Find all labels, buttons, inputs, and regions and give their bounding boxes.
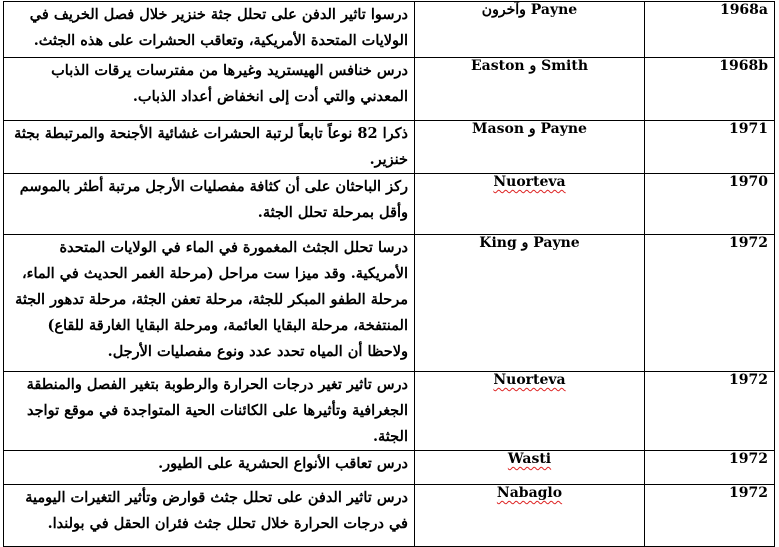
- authors-cell: [415, 451, 645, 485]
- table-row: [4, 174, 775, 235]
- authors-cell: Payne وآخرون: [415, 2, 645, 58]
- description-cell: درس خنافس الهيستريد وغيرها من مفترسات يرقات الذباب المعدني والتي أدت إلى انخفاض أعداد الذباب.: [4, 58, 415, 121]
- table-row: [4, 372, 775, 451]
- year-cell: 1970: [645, 174, 775, 235]
- authors-cell: Smith و Easton: [415, 58, 645, 121]
- year-cell: 1972: [645, 485, 775, 547]
- authors-cell: Payne و Mason: [415, 121, 645, 174]
- description-cell: ركز الباحثان على أن كثافة مفصليات الأرجل مرتبة أطثر بالموسم وأقل بمرحلة تحلل الجثة.: [4, 174, 415, 235]
- table-row: [4, 485, 775, 547]
- description-cell: درسا تحلل الجثث المغمورة في الماء في الولايات المتحدة الأمريكية. وقد ميزا ست مراحل (مرحلة الغمر الحديث في الماء، مرحلة الطفو المبكر للجثة، مرحلة تعفن الجثة، مرحلة تدهور الجثة المنتفخة، مرحلة البقايا العائمة، ومرحلة البقايا الغارقة للقاع) ولاحظا أن المياه تحدد عدد ونوع مفصليات الأرجل.: [4, 235, 415, 372]
- description-cell: درسوا تاثير الدفن على تحلل جثة خنزير خلال فصل الخريف في الولايات المتحدة الأمريكية، وتعاقب الحشرات على هذه الجثث.: [4, 2, 415, 58]
- authors-cell: Payne و King: [415, 235, 645, 372]
- year-cell: 1971: [645, 121, 775, 174]
- author-name: Nuorteva: [493, 174, 566, 190]
- table-row: [4, 58, 775, 121]
- year-cell: 1968a: [645, 2, 775, 58]
- description-cell: ذكرا 82 نوعاً تابعاً لرتبة الحشرات غشائية الأجنحة والمرتبطة بجثة خنزير.: [4, 121, 415, 174]
- description-cell: درس تاثير تغير درجات الحرارة والرطوبة بتغير الفصل والمنطقة الجغرافية وتأثيرها على الكائنات الحية المتواجدة في موقع تواجد الجثة.: [4, 372, 415, 451]
- description-cell: درس تعاقب الأنواع الحشرية على الطيور.: [4, 451, 415, 485]
- authors-cell: [415, 485, 645, 547]
- table-row: [4, 2, 775, 58]
- table-row: [4, 121, 775, 174]
- author-name: Nabaglo: [496, 485, 563, 501]
- authors-cell: [415, 174, 645, 235]
- year-cell: 1968b: [645, 58, 775, 121]
- author-name: Nuorteva: [493, 372, 566, 388]
- table-row: [4, 451, 775, 485]
- author-name: Wasti: [507, 451, 552, 467]
- year-cell: 1972: [645, 451, 775, 485]
- studies-table: [3, 1, 775, 547]
- description-cell: درس تاثير الدفن على تحلل جثث قوارض وتأثير التغيرات اليومية في درجات الحرارة خلال تحلل جثث فئران الحقل في بولندا.: [4, 485, 415, 547]
- year-cell: 1972: [645, 372, 775, 451]
- authors-cell: [415, 372, 645, 451]
- year-cell: 1972: [645, 235, 775, 372]
- table-row: [4, 235, 775, 372]
